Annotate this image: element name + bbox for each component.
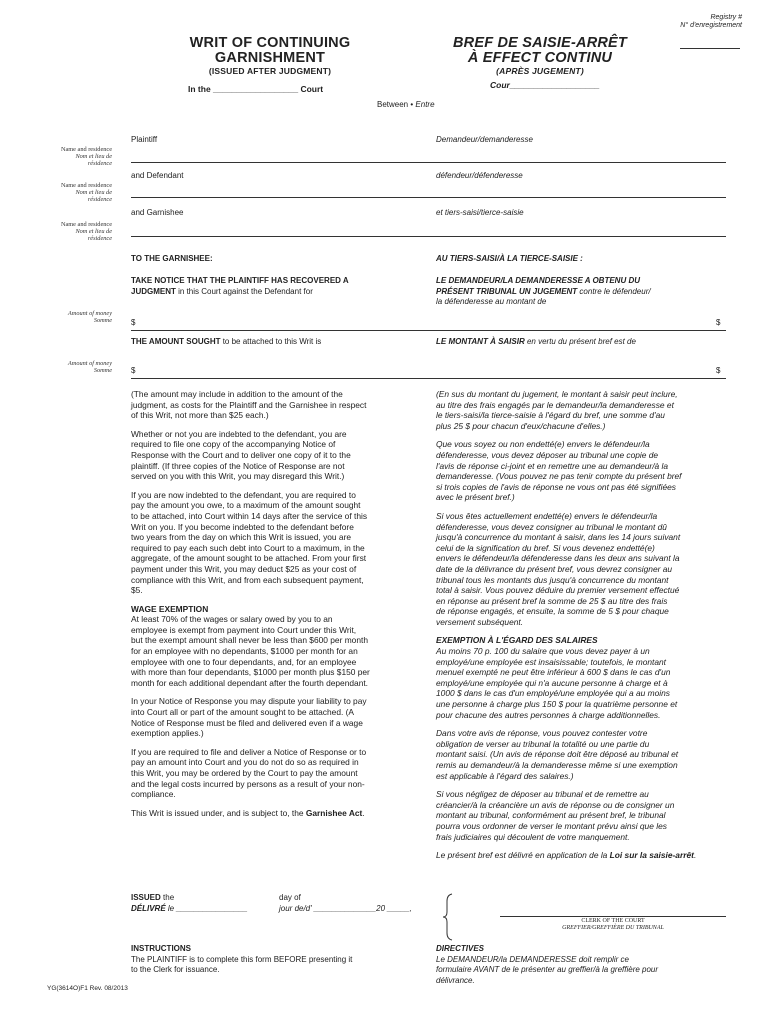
- fr-paragraph-noncompliance: Si vous négligez de déposer au tribunal et de remettre au créancier/à la créancière un avis de réponse ou de consigner un montant au tribunal, conformément au présent bref, le tribunal pourra vous ordonner de verser le montant prévu ainsi que les frais judiciaires qui découlent de votre manquement.: [436, 789, 675, 842]
- registry-label-fr: N° d'enregistrement: [680, 22, 742, 29]
- title-fr-line1: BREF DE SAISIE-ARRÊT: [453, 35, 627, 51]
- en-paragraph-costs: (The amount may include in addition to the amount of the judgment, as costs for the Plaintiff and the Garnishee in respect of this Writ, not more than $25 each.): [131, 389, 367, 421]
- title-en-line1: WRIT OF CONTINUING: [189, 35, 351, 51]
- en-wage-title: WAGE EXEMPTION: [131, 603, 209, 614]
- between-sep: •: [410, 100, 414, 109]
- court-fr[interactable]: Cour___________________: [490, 80, 600, 90]
- french-body: [436, 389, 731, 861]
- title-fr: [420, 36, 660, 76]
- garnishee-label-fr: et tiers-saisi/tierce-saisie: [436, 208, 524, 217]
- plaintiff-label-fr: Demandeur/demanderesse: [436, 135, 533, 144]
- en-paragraph-noncompliance: If you are required to file and deliver a Notice of Response or to pay an amount into Court and you do not do so as required in this Writ, you may be ordered by the Court to pay the amount and the legal costs incurred by persons as a result of your non- compliance.: [131, 746, 367, 800]
- sought-fr: [436, 337, 636, 348]
- fr-paragraph-costs: (En sus du montant du jugement, le montant à saisir peut inclure, au titre des frais engagés par le demandeur/la demanderesse et le tiers-saisi/la tierce-saisie à l'égard du bref, une somme d'au plus 25 $ pour chacun d'eux/chacune d'elles.): [436, 389, 678, 431]
- side-label-fr: Nom et lieu de: [75, 153, 112, 161]
- brace-icon: [440, 893, 456, 941]
- english-body: [131, 389, 416, 818]
- judgment-dollar-right: $: [716, 318, 721, 327]
- between-label: [377, 100, 435, 109]
- sought-fr-rest: en vertu du présent bref est de: [524, 337, 636, 346]
- title-en-line2: GARNISHMENT: [214, 50, 326, 66]
- sought-dollar-right: $: [716, 366, 721, 375]
- side-label-fr: Somme: [93, 317, 112, 325]
- court-en[interactable]: In the __________________ Court: [188, 84, 324, 94]
- fr-paragraph-dispute: Dans votre avis de réponse, vous pouvez contester votre obligation de verser au tribunal la totalité ou une partie du montant saisi. (Un avis de réponse doit être déposé au tribunal et remis au demandeur/à la demanderesse même si une exemption est applicable à l'égard des salaires.): [436, 728, 679, 781]
- fr-paragraph-wage: Au moins 70 p. 100 du salaire que vous devez payer à un employé/une employée est insaisissable; toutefois, le montant menuel exempté ne peut être inférieur à 600 $ dans le cas d'un employé/une employée qui n'a aucune personne à charge et à 1000 $ dans le cas d'un employé/une employée qui a au moins une personne à charge plus 150 $ pour la quatrième personne et pour chacune des autres personnes à charge additionnelles.: [436, 646, 678, 720]
- en-paragraph-act: This Writ is issued under, and is subject to, the Garnishee Act.: [131, 807, 365, 818]
- notice-en: [131, 276, 416, 297]
- sought-en: [131, 337, 321, 348]
- clerk-label: CLERK OF THE COURT GREFFIER/GREFFIÈRE DU TRIBUNAL: [562, 918, 664, 931]
- side-label-fr: résidence: [87, 196, 112, 204]
- sought-fr-bold: LE MONTANT À SAISIR: [436, 337, 525, 346]
- en-paragraph-response: Whether or not you are indebted to the defendant, you are required to file one copy of the accompanying Notice of Response with the Court and to deliver one copy of it to the plaintiff. (If three copies of the Notice of Response are not served on you with this Writ, you may disregard this Writ.): [131, 428, 351, 482]
- between-en: Between: [377, 100, 409, 109]
- fr-paragraph-act: Le présent bref est délivré en application de la Loi sur la saisie-arrêt.: [436, 850, 697, 861]
- en-paragraph-wage: At least 70% of the wages or salary owed by you to an employee is exempt from payment into Court under this Writ, but the exempt amount shall never be less than $600 per month for an employee with no dependants, $1000 per month for an employee with one to four dependants, and, for an employee with more than four dependants, $1000 per month plus $150 per month for each additional dependant after the fourth dependant.: [131, 614, 370, 688]
- registry-label-en: Registry #: [710, 14, 742, 21]
- side-label-fr: Nom et lieu de: [75, 189, 112, 197]
- between-fr: Entre: [415, 100, 435, 109]
- title-fr-line2: À EFFECT CONTINU: [467, 50, 613, 66]
- fr-wage-title: EXEMPTION À L'ÉGARD DES SALAIRES: [436, 635, 598, 646]
- to-garnishee-en: TO THE GARNISHEE:: [131, 254, 213, 263]
- notice-en-rest: in this Court against the Defendant for: [175, 286, 313, 296]
- side-label-en: Name and residence: [60, 221, 112, 228]
- registry-label: [680, 14, 742, 30]
- issued-label: ISSUED the DÉLIVRÉ le ________________: [131, 893, 248, 913]
- defendant-field[interactable]: [131, 197, 726, 198]
- side-label-en: Name and residence: [60, 146, 112, 153]
- side-label-fr: résidence: [87, 160, 112, 168]
- notice-fr-line1: LE DEMANDEUR/LA DEMANDERESSE A OBTENU DU: [436, 276, 641, 285]
- side-label-amount-judgment: [68, 310, 112, 324]
- directives: DIRECTIVES Le DEMANDEUR/la DEMANDERESSE doit remplir ce formulaire AVANT de le présenter au greffier/à la greffière pour délivrance.: [436, 944, 659, 985]
- notice-fr: [436, 276, 731, 308]
- judgment-amount-field[interactable]: [131, 330, 726, 331]
- sought-en-rest: to be attached to this Writ is: [220, 337, 322, 346]
- notice-fr-rest: contre le défendeur/: [577, 286, 651, 296]
- notice-en-judgment: JUDGMENT: [131, 286, 176, 296]
- to-garnishee-fr: AU TIERS-SAISI/À LA TIERCE-SAISIE :: [436, 254, 583, 263]
- en-paragraph-dispute: In your Notice of Response you may dispute your liability to pay into Court all or part of the amount sought to be attached. (A Notice of Response must be filed and delivered even if a wage exemption applies.): [131, 696, 367, 739]
- notice-fr-rest2: la défenderesse au montant de: [436, 297, 547, 306]
- title-en-sub: (ISSUED AFTER JUDGMENT): [208, 66, 332, 76]
- sought-amount-field[interactable]: [131, 378, 726, 379]
- notice-fr-judgment: PRÉSENT TRIBUNAL UN JUGEMENT: [436, 286, 578, 296]
- plaintiff-label: Plaintiff: [131, 135, 158, 144]
- garnishee-field[interactable]: [131, 236, 726, 237]
- notice-en-line1: TAKE NOTICE THAT THE PLAINTIFF HAS RECOVERED A: [131, 276, 349, 285]
- fr-paragraph-indebted: Si vous êtes actuellement endetté(e) envers le défendeur/la défenderesse, vous devez consigner au tribunal le montant dû jusqu'à concurrence du montant à saisir, dans les 14 jours suivant celui de la signification du bref. Si vous devenez endetté(e) envers le défendeur/la défenderesse dans les deux ans suivant la date de la délivrance du présent bref, vous devrez consigner au tribunal tous les montants dus jusqu'à concurrence du montant total à saisir. Vous pouvez déduire du premier versement effectué en réponse au présent bref la somme de 25 $ au titre des frais de réponse engagés, et ensuite, la somme de 5 $ pour chaque versement subséquent.: [436, 510, 681, 627]
- side-label-en: Name and residence: [60, 182, 112, 189]
- clerk-signature-line[interactable]: [500, 916, 726, 917]
- title-en: [150, 36, 390, 76]
- side-label-fr: résidence: [87, 235, 112, 243]
- side-label-defendant: [61, 182, 112, 204]
- en-paragraph-indebted: If you are now indebted to the defendant, you are required to pay the amount you owe, to a maximum of the amount sought to be attached, into Court within 14 days after the service of this Writ on you. If you become indebted to the defendant before two years from the day on which this Writ is issued, you are required to pay each such debt into Court to a maximum, in the aggregate, of the amount sought to be attached. From your first payment under this Writ, you may deduct $25 as your cost of compliance with this Writ, and from each subsequent payment, $5.: [131, 489, 368, 596]
- issued-day[interactable]: day of jour de/d' ______________20 _____,: [279, 893, 412, 913]
- side-label-fr: Somme: [93, 367, 112, 375]
- side-label-fr: Nom et lieu de: [75, 228, 112, 236]
- side-label-amount-sought: [68, 360, 112, 374]
- side-label-en: Amount of money: [67, 360, 112, 367]
- sought-dollar-left: $: [131, 366, 136, 375]
- defendant-label: and Defendant: [131, 171, 184, 180]
- fr-paragraph-response: Que vous soyez ou non endetté(e) envers le défendeur/la défenderesse, vous devez déposer au tribunal une copie de l'avis de réponse ci-joint et en remettre une au demandeur/à la demanderesse. (Vous pouvez ne pas tenir compte du présent bref si trois copies de l'avis de réponse ne vous ont pas été signifiées avec le présent bref.): [436, 439, 682, 503]
- title-fr-sub: (APRÈS JUGEMENT): [496, 66, 584, 76]
- side-label-plaintiff: [61, 146, 112, 168]
- registry-line: [680, 48, 740, 49]
- instructions: INSTRUCTIONS The PLAINTIFF is to complete this form BEFORE presenting it to the Clerk for issuance.: [131, 944, 353, 974]
- plaintiff-field[interactable]: [131, 162, 726, 163]
- form-code: YG(3614O)F1 Rev. 08/2013: [47, 985, 128, 992]
- defendant-label-fr: défendeur/défenderesse: [436, 171, 523, 180]
- garnishee-label: and Garnishee: [131, 208, 184, 217]
- sought-en-bold: THE AMOUNT SOUGHT: [131, 337, 221, 346]
- side-label-en: Amount of money: [67, 310, 112, 317]
- side-label-garnishee: [61, 221, 112, 243]
- judgment-dollar-left: $: [131, 318, 136, 327]
